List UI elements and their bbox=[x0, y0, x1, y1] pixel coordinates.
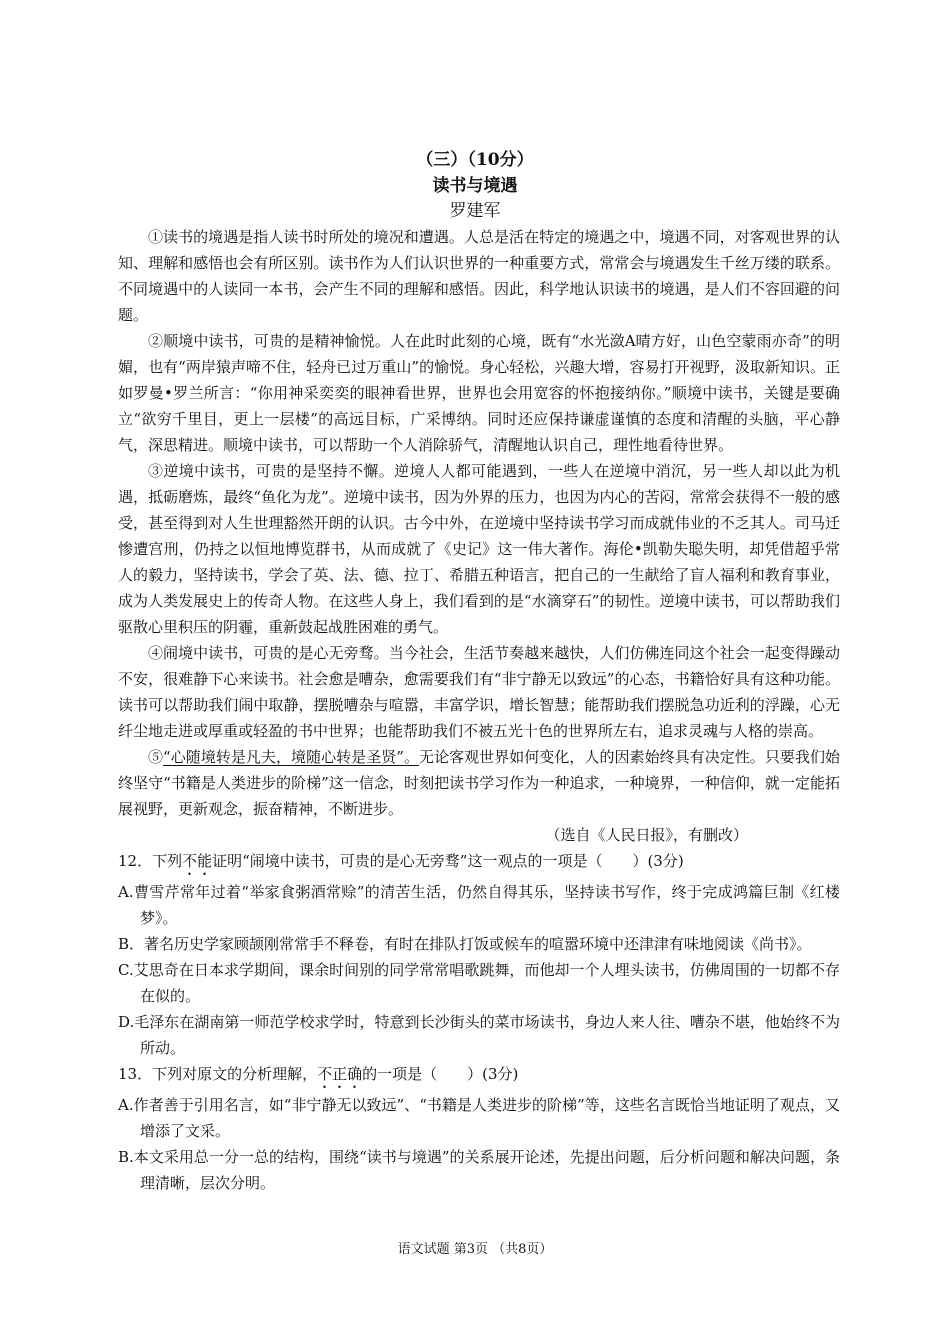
paragraph-5 bbox=[118, 744, 840, 822]
paragraph-4: ④闹境中读书，可贵的是心无旁骛。当今社会，生活节奏越来越快，人们仿佛连同这个社会一起变得躁动不安，很难静下心来读书。社会愈是嘈杂，愈需要我们有“非宁静无以致远”的心态，书籍恰好具有这种功能。读书可以帮助我们闹中取静，摆脱嘈杂与喧嚣，丰富学识，增长智慧；能帮助我们摆脱急功近利的浮躁，心无纤尘地走进或厚重或轻盈的书中世界；也能帮助我们不被五光十色的世界所左右，追求灵魂与人格的崇高。 bbox=[118, 644, 840, 740]
question-12-option-d: D.毛泽东在湖南第一师范学校求学时，特意到长沙街头的菜市场读书，身边人来人往、嘈杂不堪，他始终不为所动。 bbox=[118, 1013, 840, 1057]
article-body bbox=[118, 224, 840, 1196]
question-13-stem-before: 13．下列对原文的分析理解， bbox=[118, 1065, 318, 1083]
article-source: （选自《人民日报》，有删改） bbox=[545, 826, 748, 844]
question-13-stem bbox=[118, 1061, 840, 1092]
question-12-stem bbox=[118, 848, 840, 879]
paragraph-5-marker: ⑤ bbox=[148, 748, 164, 766]
question-13-emphasis: 不正确 bbox=[317, 1065, 363, 1083]
article-author: 罗建军 bbox=[449, 201, 501, 221]
question-13-option-b: B.本文采用总一分一总的结构，围绕“读书与境遇”的关系展开论述，先提出问题，后分析问题和解决问题，条理清晰，层次分明。 bbox=[118, 1148, 840, 1192]
question-12-stem-after: 证明“闹境中读书，可贵的是心无旁骛”这一观点的一项是（ ）(3分) bbox=[212, 852, 684, 870]
question-12-option-b: B．著名历史学家顾颉刚常常手不释卷，有时在排队打饭或候车的喧嚣环境中还津津有味地阅读《尚书》。 bbox=[118, 935, 812, 953]
question-13-stem-after: 的一项是（ ）(3分) bbox=[362, 1065, 519, 1083]
page-footer: 语文试题 第3页 （共8页） bbox=[397, 1242, 553, 1257]
question-12-emphasis: 不能 bbox=[182, 852, 213, 870]
paragraph-5-quote: “心随境转是凡夫，境随心转是圣贤”。 bbox=[163, 748, 420, 766]
paragraph-3: ③逆境中读书，可贵的是坚持不懈。逆境人人都可能遇到，一些人在逆境中消沉，另一些人却以此为机遇，抵砺磨炼，最终“鱼化为龙”。逆境中读书，因为外界的压力，也因为内心的苦闷，常常会获得不一般的感受，甚至得到对人生世理豁然开朗的认识。古今中外，在逆境中坚持读书学习而成就伟业的不乏其人。司马迁惨遭宫刑，仍持之以恒地博览群书，从而成就了《史记》这一伟大著作。海伦•凯勒失聪失明，却凭借超乎常人的毅力，坚持读书，学会了英、法、德、拉丁、希腊五种语言，把自己的一生献给了盲人福利和教育事业，成为人类发展史上的传奇人物。在这些人身上，我们看到的是“水滴穿石”的韧性。逆境中读书，可以帮助我们驱散心里积压的阴霾，重新鼓起战胜困难的勇气。 bbox=[118, 462, 840, 636]
article-title: 读书与境遇 bbox=[432, 176, 518, 196]
paragraph-5-rest: 无论客观世界如何变化，人的因素始终具有决定性。只要我们始终坚守“书籍是人类进步的阶梯”这一信念，时刻把读书学习作为一种追求，一种境界，一种信仰，就一定能拓展视野，更新观念，振奋精神，不断进步。 bbox=[118, 748, 840, 818]
paragraph-1: ①读书的境遇是指人读书时所处的境况和遭遇。人总是活在特定的境遇之中，境遇不同，对客观世界的认知、理解和感悟也会有所区别。读书作为人们认识世界的一种重要方式，常常会与境遇发生千丝万缕的联系。不同境遇中的人读同一本书，会产生不同的理解和感悟。因此，科学地认识读书的境遇，是人们不容回避的问题。 bbox=[118, 228, 840, 324]
question-13-option-a: A.作者善于引用名言，如“非宁静无以致远”、“书籍是人类进步的阶梯”等，这些名言既恰当地证明了观点，又增添了文采。 bbox=[118, 1096, 840, 1140]
section-heading: （三）（10分） bbox=[416, 150, 534, 170]
question-12-option-c: C.艾思奇在日本求学期间，课余时间别的同学常常唱歌跳舞，而他却一个人埋头读书，仿佛周围的一切都不存在似的。 bbox=[118, 961, 840, 1005]
question-12-stem-before: 12．下列 bbox=[118, 852, 183, 870]
paragraph-2: ②顺境中读书，可贵的是精神愉悦。人在此时此刻的心境，既有“水光潋A晴方好，山色空蒙雨亦奇”的明媚，也有“两岸猿声啼不住，轻舟已过万重山”的愉悦。身心轻松，兴趣大增，容易打开视野，汲取新知识。正如罗曼•罗兰所言：“你用神采奕奕的眼神看世界，世界也会用宽容的怀抱接纳你。”顺境中读书，关键是要确立“欲穷千里目，更上一层楼”的高远目标，广采博纳。同时还应保持谦虚谨慎的态度和清醒的头脑，平心静气，深思精进。顺境中读书，可以帮助一个人消除骄气，清醒地认识自己，理性地看待世界。 bbox=[118, 332, 840, 454]
question-12-option-a: A.曹雪芹常年过着“举家食粥酒常赊”的清苦生活，仍然自得其乐，坚持读书写作，终于完成鸿篇巨制《红楼梦》。 bbox=[118, 883, 840, 927]
